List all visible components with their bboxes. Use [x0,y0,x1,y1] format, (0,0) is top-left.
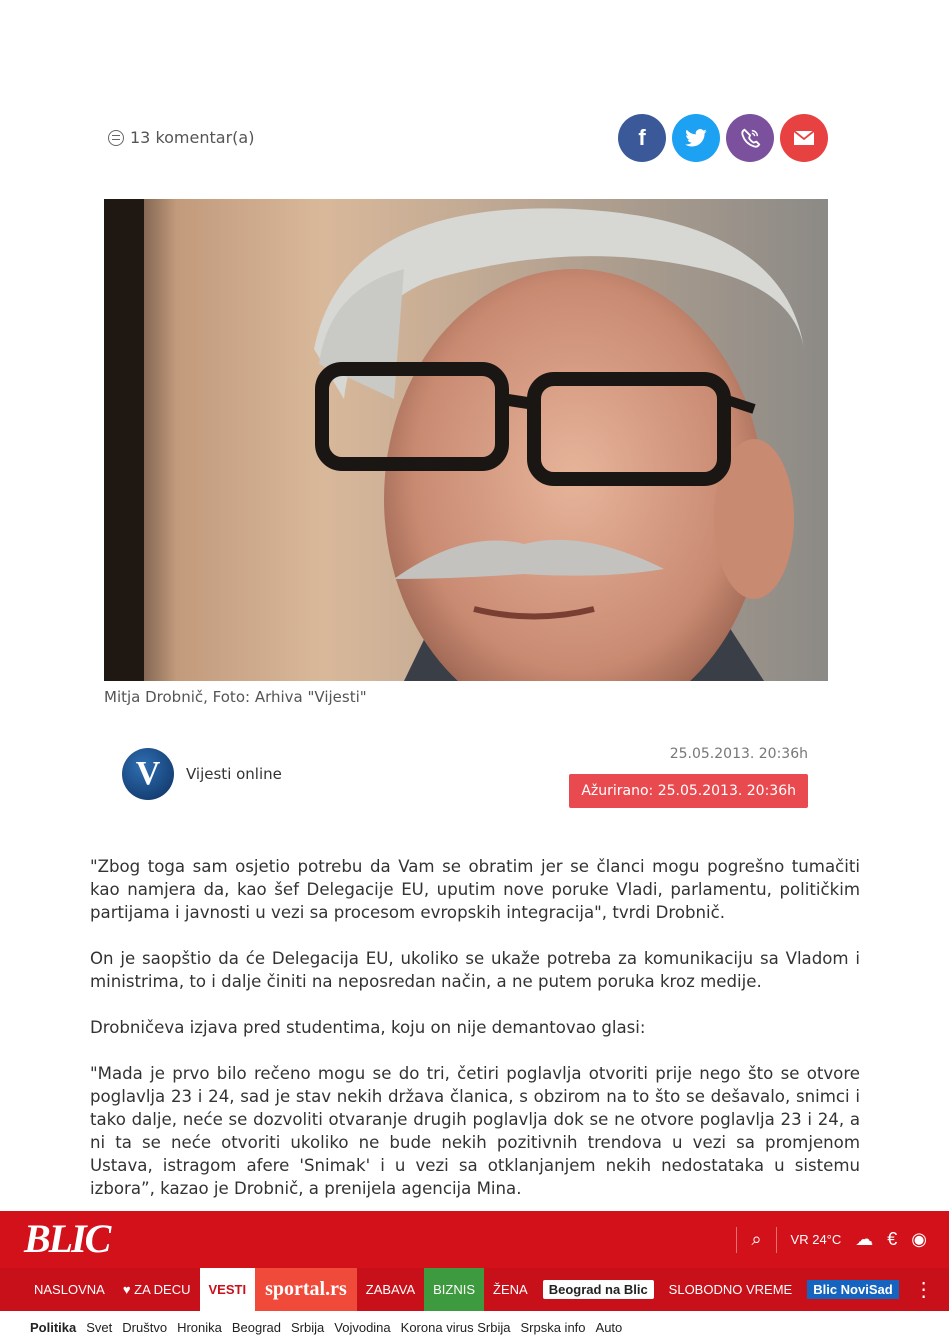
subnav-item[interactable]: Vojvodina [334,1319,391,1335]
photo-caption: Mitja Drobnič, Foto: Arhiva "Vijesti" [104,688,367,706]
twitter-icon [685,129,707,147]
account-icon[interactable]: ◉ [911,1229,927,1249]
main-nav [0,1268,949,1311]
weather-text[interactable]: VR 24°C [790,1232,842,1247]
sub-nav [0,1311,949,1343]
facebook-share-button[interactable]: f [618,114,666,162]
comments-link[interactable] [108,128,254,147]
subnav-item[interactable]: Politika [30,1319,77,1335]
nav-item-novi-sad[interactable]: Blic NoviSad [807,1280,898,1299]
mail-icon [793,130,815,146]
article-dates [569,746,808,808]
weather-icon[interactable]: ☁ [855,1229,874,1249]
viber-icon [739,127,761,149]
author-logo: V [122,748,174,800]
nav-item-beograd[interactable]: Beograd na Blic [543,1280,654,1299]
nav-item-naslovna[interactable]: NASLOVNA [34,1282,105,1297]
article-paragraph: "Zbog toga sam osjetio potrebu da Vam se obratim jer se članci mogu pogrešno tumačiti kao namjera da, kao šef Delegacije EU, uputim nove poruke Vladi, parlamentu, političkim partijama i javnosti u vezi sa procesom evropskih integracija", tvrdi Drobnič. [90,857,860,922]
twitter-share-button[interactable] [672,114,720,162]
updated-badge: Ažurirano: 25.05.2013. 20:36h [569,774,808,808]
article-paragraph: "Mada je prvo bilo rečeno mogu se do tri, četiri poglavlja otvoriti prije nego što se otvore poglavlja 23 i 24, sad je stav nekih država članica, s obzirom na to što se dešavalo, snimci i tako dalje, neće se dozvoliti otvaranje drugih poglavlja dok se ne otvore poglavlja 23 i 24, a ni ta se neće otvoriti ukoliko ne bude nekih pozitivnih trendova u vezi sa promjenom Ustava, istragom afere 'Snimak' i u vezi sa otklanjanjem nekih nedostataka u sistemu izbora”, kazao je Drobnič, a prenijela agencija Mina. [90,1064,860,1198]
subnav-item[interactable]: Auto [595,1319,623,1335]
author-block[interactable] [122,748,282,800]
subnav-item[interactable]: Korona virus Srbija [400,1319,511,1335]
comments-count: 13 komentar(a) [130,128,255,147]
article-photo [104,199,828,681]
subnav-item[interactable]: Srpska info [520,1319,586,1335]
share-buttons [618,114,828,162]
viber-share-button[interactable] [726,114,774,162]
nav-item-slobodno-vreme[interactable]: SLOBODNO VREME [668,1282,793,1297]
blic-logo[interactable]: BLIC [24,1216,110,1261]
nav-item-za-decu[interactable]: ♥ ZA DECU [122,1282,191,1297]
mail-share-button[interactable] [780,114,828,162]
nav-item-vesti[interactable]: VESTI [200,1268,256,1311]
portrait-image [104,199,828,681]
subnav-item[interactable]: Društvo [122,1319,168,1335]
nav-item-sportal[interactable]: sportal.rs [255,1268,357,1311]
subnav-item[interactable]: Srbija [291,1319,325,1335]
site-header-bar [0,1211,949,1268]
nav-item-biznis[interactable]: BIZNIS [424,1268,484,1311]
nav-item-zabava[interactable]: ZABAVA [365,1282,416,1297]
currency-icon[interactable]: € [887,1229,898,1249]
nav-item-zena[interactable]: ŽENA [493,1282,528,1297]
comment-icon [108,130,124,146]
more-menu-icon[interactable]: ⋮ [913,1279,934,1301]
subnav-item[interactable]: Hronika [177,1319,222,1335]
search-icon[interactable]: ⌕ [751,1229,762,1249]
header-tools [736,1211,927,1268]
article-paragraph: Drobničeva izjava pred studentima, koju on nije demantovao glasi: [90,1018,646,1037]
subnav-item[interactable]: Beograd [231,1319,282,1335]
article-paragraph: On je saopštio da će Delegacija EU, ukoliko se ukaže potreba za komunikaciju sa Vladom i ministrima, to i dalje činiti na neposredan način, a ne putem poruka kroz medije. [90,949,860,991]
subnav-item[interactable]: Svet [86,1319,113,1335]
article-meta-row [104,114,828,164]
published-date: 25.05.2013. 20:36h [669,746,808,762]
divider [776,1227,777,1253]
author-name: Vijesti online [186,765,282,783]
article-body [90,855,860,1223]
divider [736,1227,737,1253]
